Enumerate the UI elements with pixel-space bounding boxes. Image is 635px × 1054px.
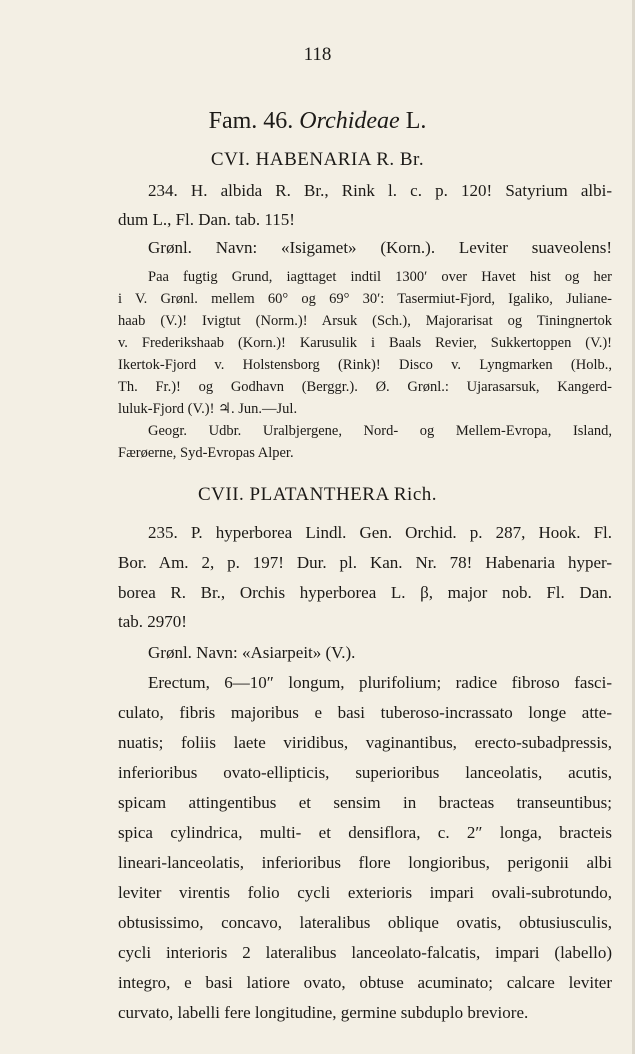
text-line: Grønl. Navn: «Asiarpeit» (V.). — [148, 643, 356, 662]
genus-heading-habenaria: CVI. HABENARIA R. Br. — [210, 149, 425, 170]
text-line: culato, fibris majoribus e basi tuberoso-incrassato longe atte- — [118, 703, 612, 722]
family-author: L. — [405, 108, 427, 134]
text-line: cycli interioris 2 lateralibus lanceolato-falcatis, impari (labello) — [118, 943, 612, 962]
text-line: curvato, labelli fere longitudine, germine subduplo breviore. — [118, 1003, 529, 1022]
text-line: Erectum, 6—10″ longum, plurifolium; radice fibroso fasci- — [148, 673, 612, 692]
small-text-line: luluk-Fjord (V.)! ♃. Jun.—Jul. — [118, 401, 298, 417]
small-text-line: Færøerne, Syd-Evropas Alper. — [118, 445, 294, 461]
text-line: dum L., Fl. Dan. tab. 115! — [118, 210, 295, 229]
text-line: obtusissimo, concavo, lateralibus oblique ovatis, obtusiusculis, — [118, 913, 612, 932]
text-line: Bor. Am. 2, p. 197! Dur. pl. Kan. Nr. 78! Habenaria hyper- — [118, 553, 612, 572]
text-line: spicam attingentibus et sensim in bracteas transeuntibus; — [118, 793, 612, 812]
text-line: lineari-lanceolatis, inferioribus flore longioribus, perigonii albi — [118, 853, 612, 872]
text-line: inferioribus ovato-ellipticis, superioribus lanceolatis, acutis, — [118, 763, 612, 782]
text-line: tab. 2970! — [118, 612, 187, 631]
text-line: Grønl. Navn: «Isigamet» (Korn.). Leviter suaveolens! — [148, 238, 612, 257]
page-number: 118 — [303, 44, 332, 65]
text-line: leviter virentis folio cycli exterioris impari ovali-subrotundo, — [118, 883, 612, 902]
text-line: 235. P. hyperborea Lindl. Gen. Orchid. p. 287, Hook. Fl. — [148, 523, 612, 542]
small-text-line: Th. Fr.)! og Godhavn (Berggr.). Ø. Grønl.: Ujarasarsuk, Kangerd- — [118, 379, 612, 395]
family-label: Fam. 46. — [208, 108, 294, 134]
family-name: Orchideae — [299, 108, 400, 134]
text-line: 234. H. albida R. Br., Rink l. c. p. 120! Satyrium albi- — [148, 181, 612, 200]
text-line: spica cylindrica, multi- et densiflora, c. 2″ longa, bracteis — [118, 823, 612, 842]
text-line: nuatis; foliis laete viridibus, vaginantibus, erecto-subadpressis, — [118, 733, 612, 752]
small-text-line: Paa fugtig Grund, iagttaget indtil 1300′ over Havet hist og her — [148, 269, 612, 285]
genus-heading-platanthera: CVII. PLATANTHERA Rich. — [197, 484, 438, 505]
small-text-line: i V. Grønl. mellem 60° og 69° 30′: Tasermiut-Fjord, Igaliko, Juliane- — [118, 291, 612, 307]
family-heading — [0, 108, 635, 135]
text-line: borea R. Br., Orchis hyperborea L. β, major nob. Fl. Dan. — [118, 583, 612, 602]
small-text-line: Ikertok-Fjord v. Holstensborg (Rink)! Disco v. Lyngmarken (Holb., — [118, 357, 612, 373]
small-text-line: haab (V.)! Ivigtut (Norm.)! Arsuk (Sch.), Majorarisat og Tiningnertok — [118, 313, 612, 329]
small-text-line: v. Frederikshaab (Korn.)! Karusulik i Baals Revier, Sukkertoppen (V.)! — [118, 335, 612, 351]
small-text-line: Geogr. Udbr. Uralbjergene, Nord- og Mellem-Evropa, Island, — [148, 423, 612, 439]
text-line: integro, e basi latiore ovato, obtuse acuminato; calcare leviter — [118, 973, 612, 992]
